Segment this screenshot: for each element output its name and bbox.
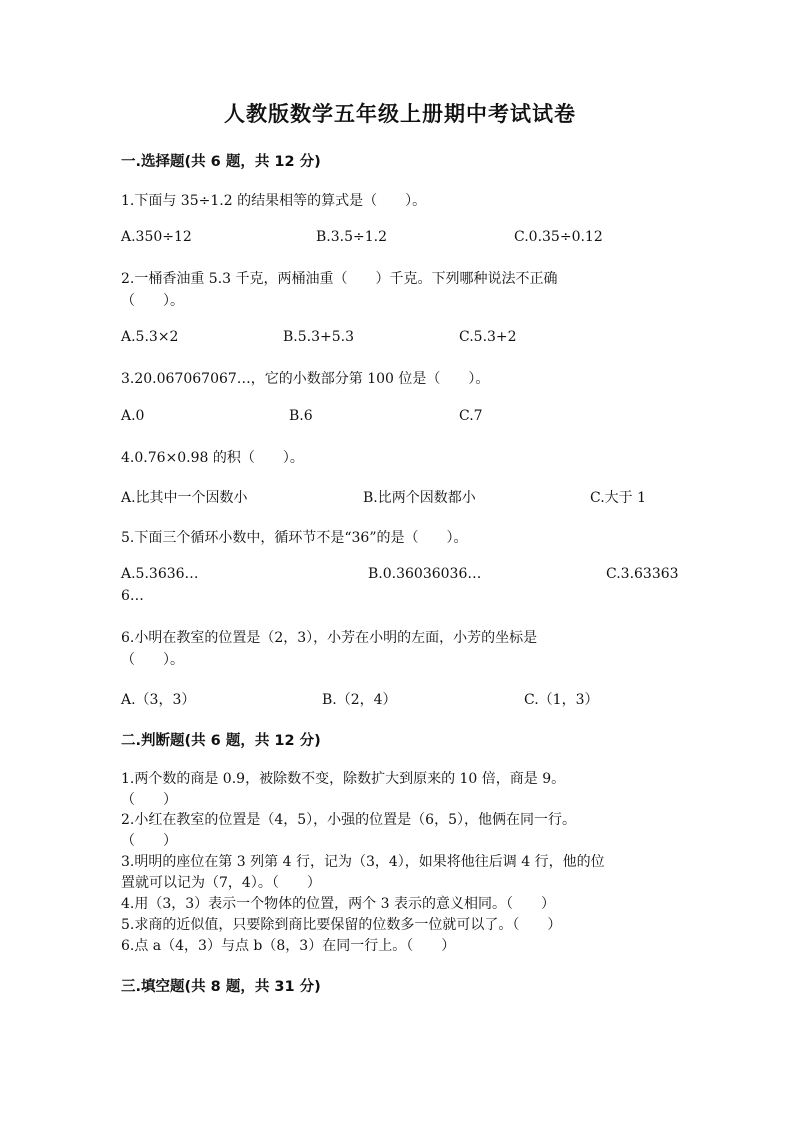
section-heading-judgement: 二.判断题(共 6 题，共 12 分) <box>121 733 321 749</box>
question-stem-continued: （ ）。 <box>121 293 184 309</box>
question-stem-continued: （ ）。 <box>121 652 184 668</box>
option-a: A.（3，3） <box>121 692 196 708</box>
judgement-blank: （ ） <box>121 792 177 808</box>
option-b: B.3.5÷1.2 <box>316 229 387 245</box>
option-a: A.5.3×2 <box>121 329 179 345</box>
question-stem: 4.0.76×0.98 的积（ ）。 <box>121 450 304 466</box>
exam-title: 人教版数学五年级上册期中考试试卷 <box>224 102 576 126</box>
judgement-line: 6.点 a（4，3）与点 b（8，3）在同一行上。（ ） <box>121 938 456 954</box>
question-stem: 6.小明在教室的位置是（2，3），小芳在小明的左面，小芳的坐标是 <box>121 630 538 646</box>
judgement-line: 5.求商的近似值，只要除到商比要保留的位数多一位就可以了。（ ） <box>121 917 562 933</box>
option-a: A.0 <box>121 408 145 424</box>
judgement-line: 3.明明的座位在第 3 列第 4 行，记为（3，4），如果将他往后调 4 行，他的位 <box>121 854 605 870</box>
option-c: C.0.35÷0.12 <box>514 229 603 245</box>
judgement-blank: （ ） <box>121 833 177 849</box>
option-c: C.（1，3） <box>524 692 599 708</box>
option-c-continued: 6… <box>121 588 144 604</box>
option-a: A.5.3636… <box>121 566 199 582</box>
option-b: B.0.36036036… <box>368 566 482 582</box>
option-b: B.（2，4） <box>322 692 397 708</box>
judgement-line: 2.小红在教室的位置是（4，5），小强的位置是（6，5），他俩在同一行。 <box>121 812 576 828</box>
section-heading-choice: 一.选择题(共 6 题，共 12 分) <box>121 154 321 170</box>
section-heading-fill-blank: 三.填空题(共 8 题，共 31 分) <box>121 979 321 995</box>
option-c: C.5.3+2 <box>459 329 517 345</box>
judgement-line: 1.两个数的商是 0.9，被除数不变，除数扩大到原来的 10 倍，商是 9。 <box>121 771 566 787</box>
option-b: B.6 <box>289 408 313 424</box>
question-stem: 3.20.067067067…，它的小数部分第 100 位是（ ）。 <box>121 371 490 387</box>
question-stem: 1.下面与 35÷1.2 的结果相等的算式是（ ）。 <box>121 193 427 209</box>
judgement-line: 4.用（3，3）表示一个物体的位置，两个 3 表示的意义相同。（ ） <box>121 896 555 912</box>
question-stem: 5.下面三个循环小数中，循环节不是“36”的是（ ）。 <box>121 530 468 546</box>
option-a: A.350÷12 <box>121 229 192 245</box>
option-c: C.7 <box>459 408 483 424</box>
question-stem: 2.一桶香油重 5.3 千克，两桶油重（ ）千克。下列哪种说法不正确 <box>121 271 558 287</box>
option-c: C.3.63363 <box>606 566 679 582</box>
option-b: B.比两个因数都小 <box>363 490 476 506</box>
judgement-line: 置就可以记为（7，4）。（ ） <box>121 875 321 891</box>
option-c: C.大于 1 <box>590 490 647 506</box>
option-a: A.比其中一个因数小 <box>121 490 248 506</box>
option-b: B.5.3+5.3 <box>283 329 354 345</box>
